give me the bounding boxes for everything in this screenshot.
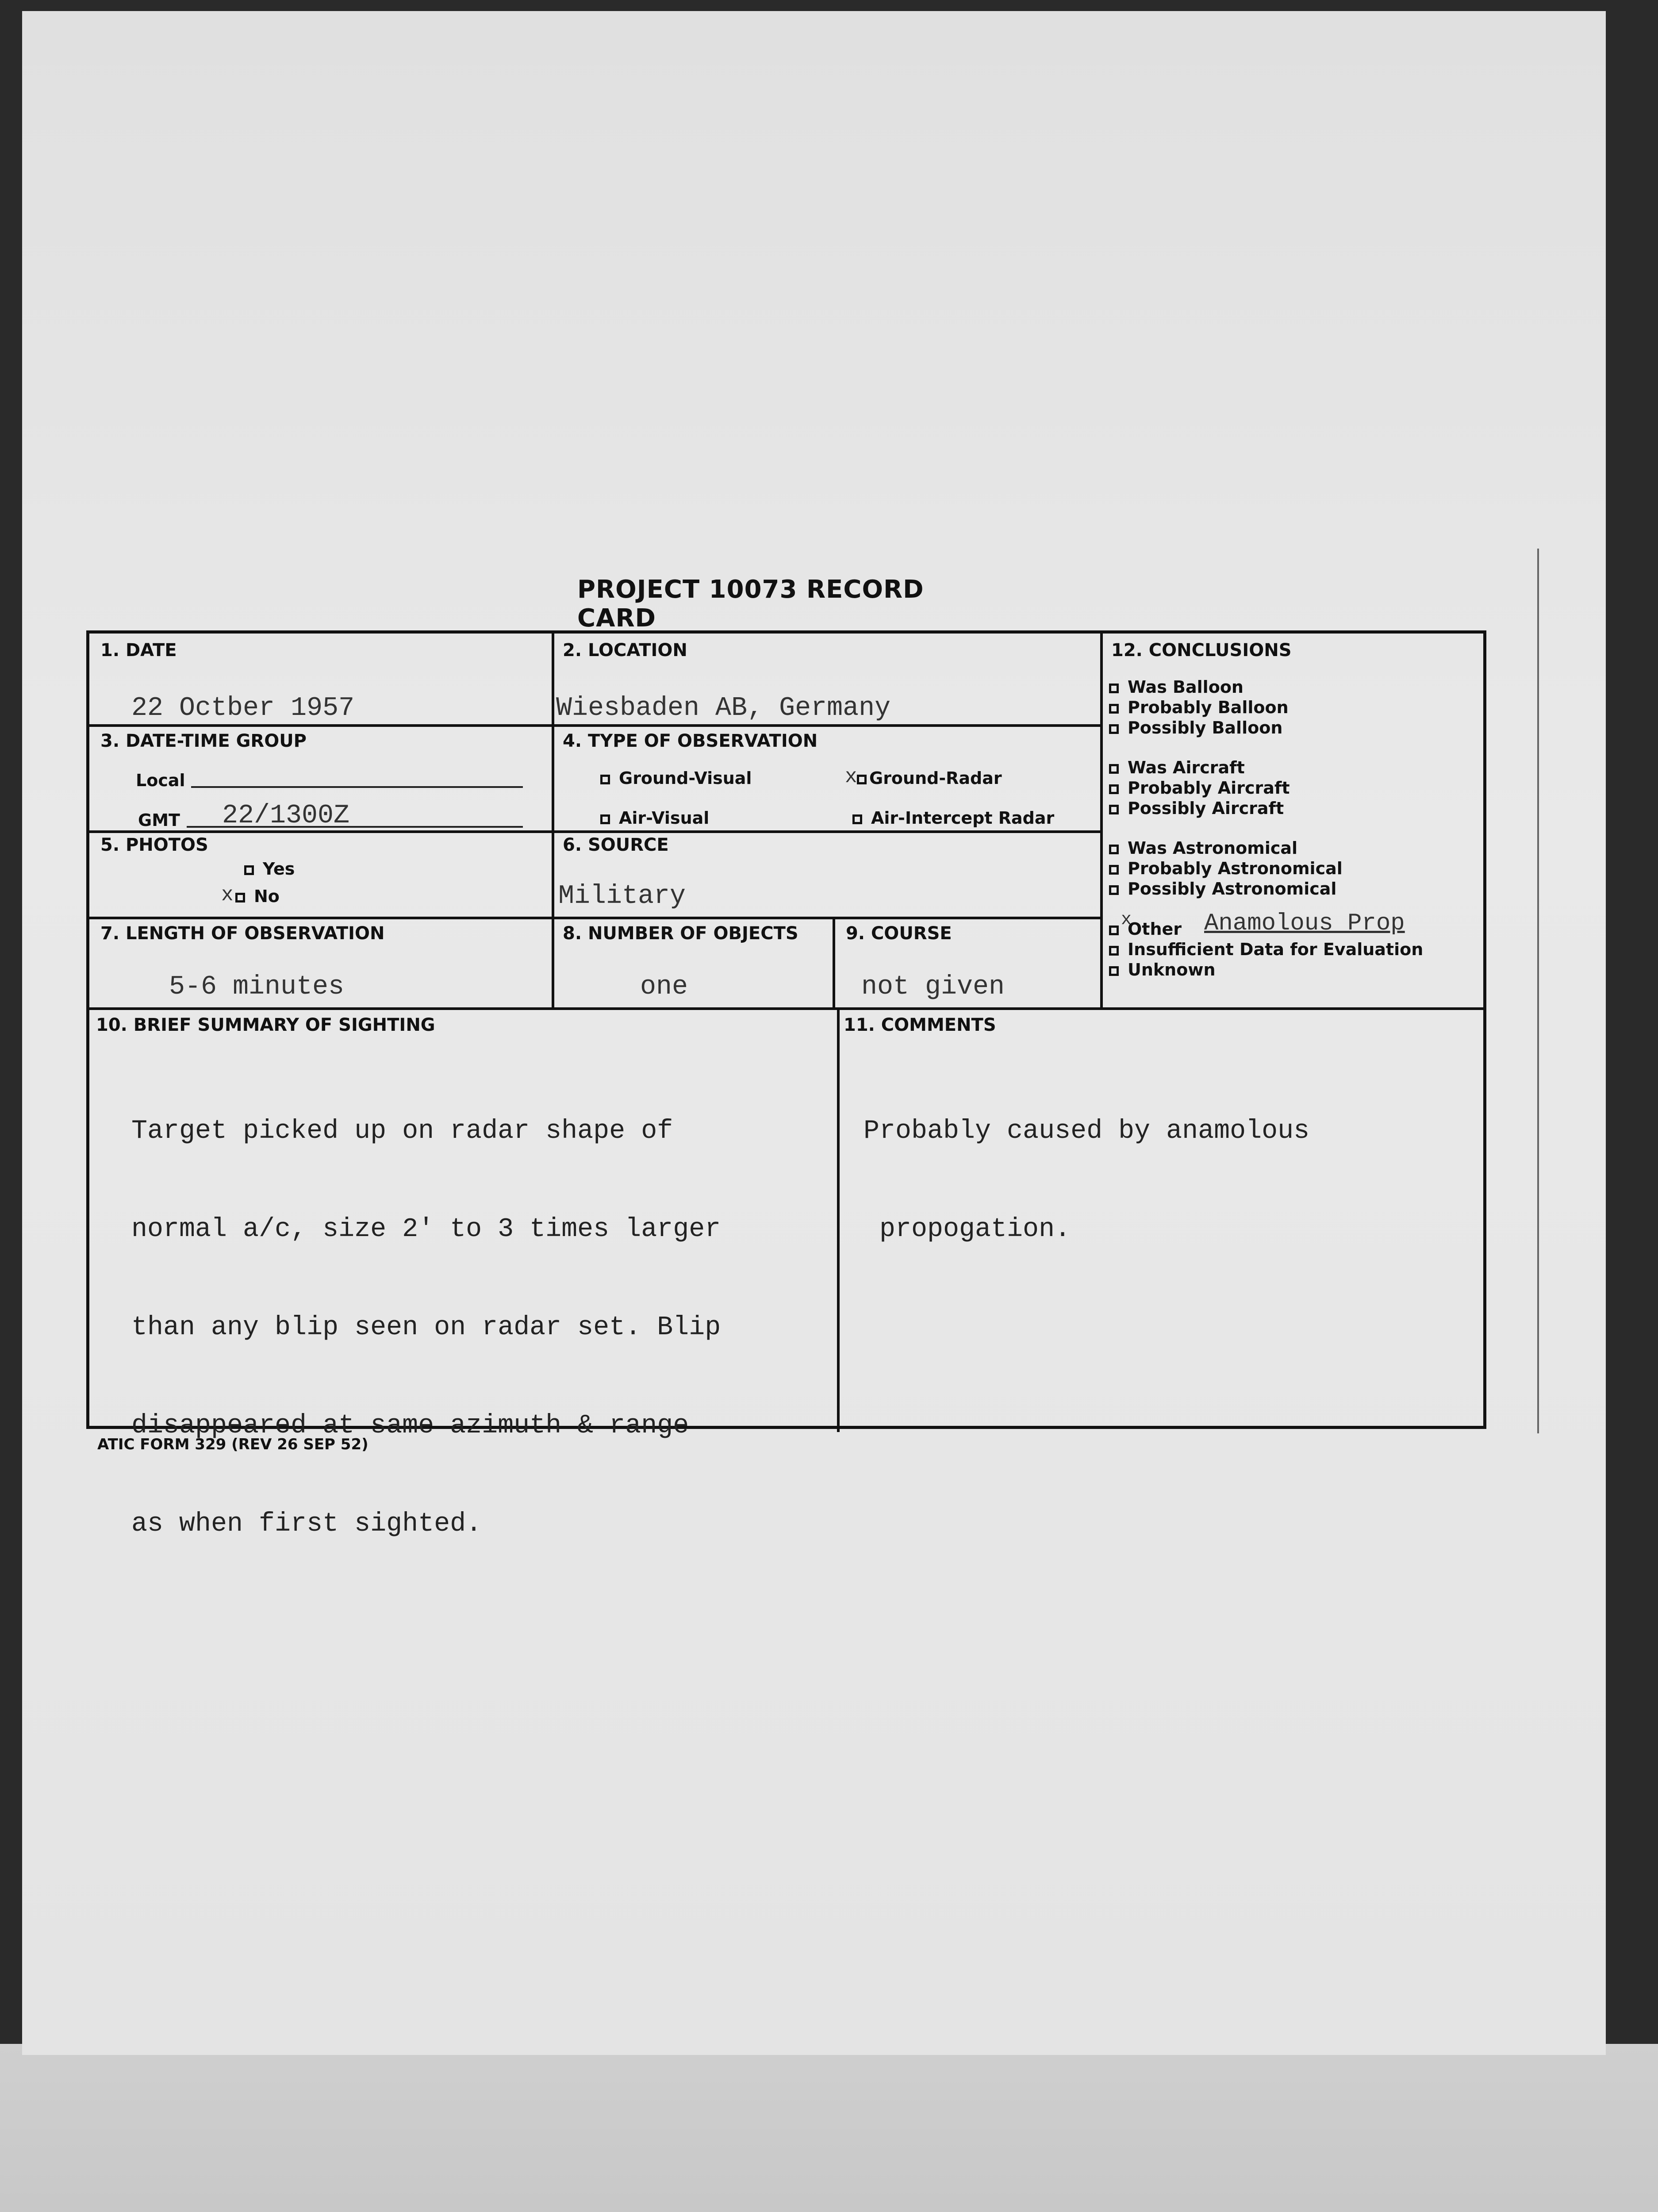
conclusion-option: Possibly Astronomical [1128, 879, 1337, 899]
date-time-group-label: 3. DATE-TIME GROUP [100, 731, 307, 751]
location-value: Wiesbaden AB, Germany [556, 693, 891, 723]
summary-line: normal a/c, size 2' to 3 times larger [131, 1214, 721, 1244]
comments-text [864, 1049, 1309, 1311]
gmt-value: 22/1300Z [222, 801, 350, 831]
conclusions-group-balloon [1109, 677, 1289, 738]
card-title: PROJECT 10073 RECORD CARD [577, 575, 924, 633]
checkbox-icon [1109, 704, 1119, 714]
date-label: 1. DATE [100, 640, 177, 661]
length-of-observation-label: 7. LENGTH OF OBSERVATION [100, 923, 385, 944]
comments-line: propogation. [864, 1214, 1071, 1244]
brief-summary-label: 10. BRIEF SUMMARY OF SIGHTING [96, 1015, 435, 1035]
paper-edge-line [1537, 549, 1539, 1433]
ground-visual-option: Ground-Visual [600, 768, 752, 788]
conclusion-option: Unknown [1128, 960, 1216, 979]
x-mark-icon: x [1121, 910, 1132, 930]
checkbox-icon [235, 893, 245, 902]
brief-summary-text [131, 1049, 721, 1606]
gmt-label: GMT [138, 810, 180, 830]
checkbox-icon [857, 775, 867, 784]
checkbox-icon [1109, 764, 1119, 774]
checkbox-icon [1109, 926, 1119, 935]
checkbox-icon [1109, 946, 1119, 956]
number-of-objects-value: one [640, 972, 688, 1002]
air-visual-option: Air-Visual [600, 808, 709, 828]
conclusions-group-astronomical [1109, 838, 1343, 899]
photos-label: 5. PHOTOS [100, 835, 208, 855]
form-footer: ATIC FORM 329 (REV 26 SEP 52) [97, 1436, 368, 1453]
checkbox-icon [1109, 885, 1119, 895]
conclusion-option: Was Balloon [1128, 677, 1244, 697]
summary-line: Target picked up on radar shape of [131, 1116, 673, 1146]
conclusions-group-aircraft [1109, 757, 1290, 818]
checkbox-icon [244, 865, 254, 875]
local-underline [191, 786, 523, 788]
number-of-objects-label: 8. NUMBER OF OBJECTS [563, 923, 798, 944]
conclusion-option: Probably Balloon [1128, 698, 1289, 717]
summary-line: disappeared at same azimuth & range [131, 1411, 689, 1441]
conclusion-option: Was Aircraft [1128, 758, 1245, 777]
source-label: 6. SOURCE [563, 835, 669, 855]
ground-radar-option: Ground-Radar [857, 768, 1002, 788]
checkbox-icon [600, 814, 610, 824]
checkbox-icon [1109, 865, 1119, 875]
course-value: not given [861, 972, 1005, 1002]
summary-line: as when first sighted. [131, 1509, 482, 1539]
summary-line: than any blip seen on radar set. Blip [131, 1313, 721, 1343]
local-label: Local [136, 771, 185, 790]
comments-line: Probably caused by anamolous [864, 1116, 1310, 1146]
conclusion-option: Was Astronomical [1128, 838, 1298, 858]
date-value: 22 Octber 1957 [131, 693, 355, 723]
photos-yes-option: Yes [244, 859, 295, 879]
x-mark-icon: x [221, 883, 234, 906]
comments-label: 11. COMMENTS [844, 1015, 996, 1035]
conclusion-option: Possibly Aircraft [1128, 799, 1284, 818]
checkbox-icon [1109, 966, 1119, 976]
conclusion-option: Possibly Balloon [1128, 718, 1283, 737]
checkbox-icon [1109, 684, 1119, 693]
checkbox-icon [1109, 845, 1119, 854]
checkbox-icon [1109, 805, 1119, 814]
scan-background-strip [0, 2044, 1658, 2212]
course-label: 9. COURSE [846, 923, 952, 944]
conclusions-label: 12. CONCLUSIONS [1111, 640, 1292, 661]
conclusion-option: Insufficient Data for Evaluation [1128, 940, 1424, 959]
type-of-observation-label: 4. TYPE OF OBSERVATION [563, 731, 818, 751]
length-of-observation-value: 5-6 minutes [169, 972, 345, 1002]
conclusion-option: Probably Aircraft [1128, 778, 1290, 798]
air-intercept-radar-option: Air-Intercept Radar [852, 808, 1054, 828]
checkbox-icon [1109, 784, 1119, 794]
x-mark-icon: x [845, 765, 857, 788]
photos-no-option: No [235, 887, 280, 906]
other-conclusion-value: Anamolous Prop [1204, 910, 1405, 937]
conclusion-option: Probably Astronomical [1128, 859, 1343, 878]
location-label: 2. LOCATION [563, 640, 687, 661]
checkbox-icon [1109, 724, 1119, 734]
source-value: Military [558, 881, 686, 911]
conclusion-option-other: Other [1128, 919, 1182, 939]
checkbox-icon [600, 775, 610, 784]
checkbox-icon [852, 814, 862, 824]
